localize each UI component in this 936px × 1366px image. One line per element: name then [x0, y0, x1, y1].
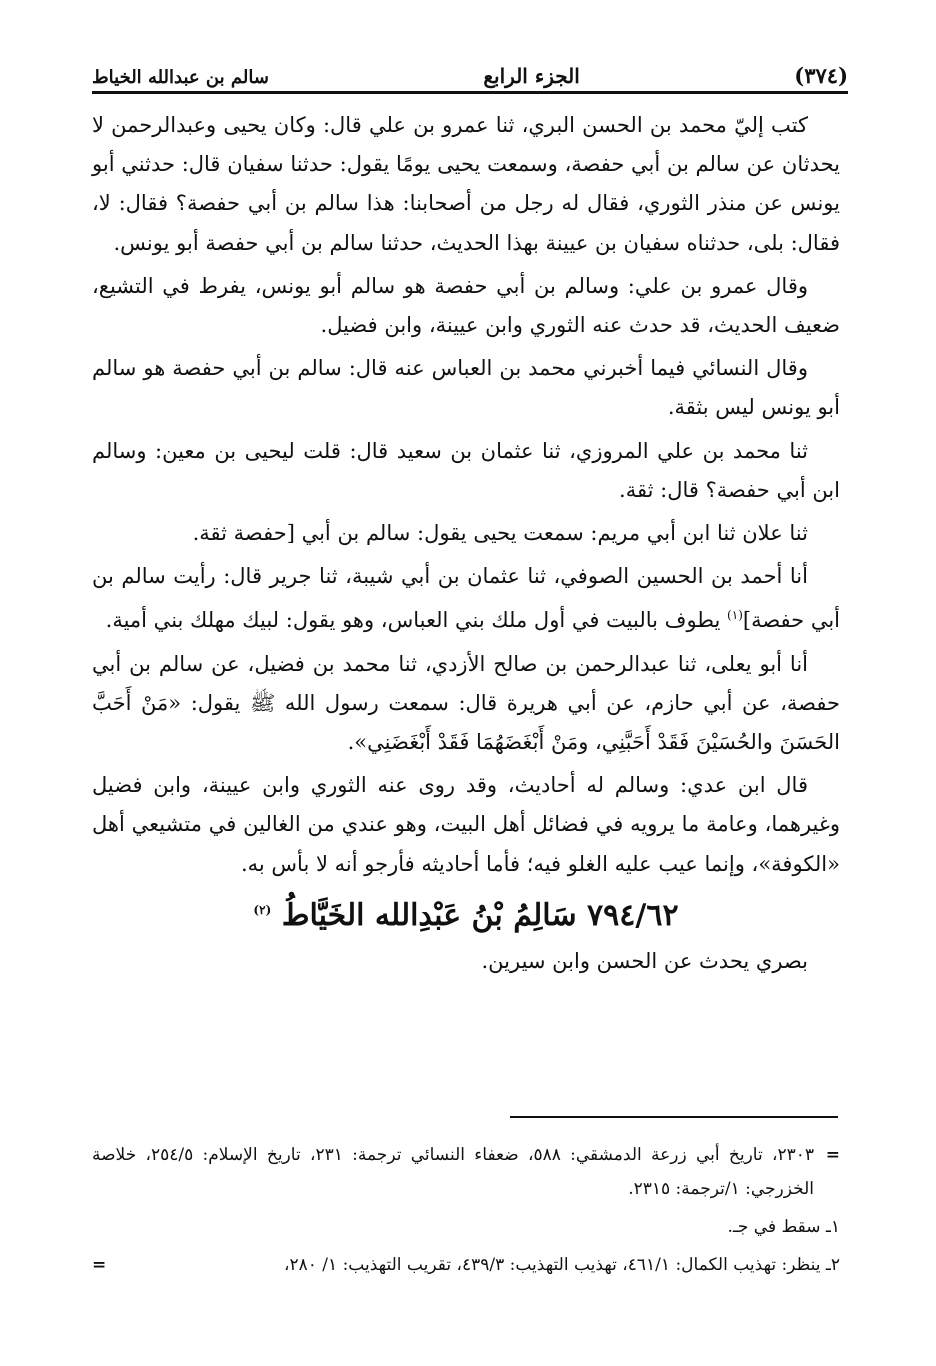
entry-heading-text: ٧٩٤/٦٢ سَالِمُ بْنُ عَبْدِالله الخَيَّاطُ	[281, 897, 679, 933]
paragraph: قال ابن عدي: وسالم له أحاديث، وقد روى عنه الثوري وابن عيينة، وابن فضيل وغيرهما، وعامة ما يرويه في فضائل أهل البيت، وهو عندي من الغالين في متشيعي أهل «الكوفة»، وإنما عيب عليه الغلو فيه؛ فأما أحاديثه فأرجو أنه لا بأس به.	[92, 773, 840, 876]
main-text	[92, 106, 840, 985]
header-rule	[92, 91, 848, 94]
footnote	[92, 1248, 840, 1282]
paragraph	[92, 557, 840, 640]
continuation-mark: =	[92, 1255, 107, 1275]
footnote-continued	[92, 1138, 840, 1206]
paragraph: بصري يحدث عن الحسن وابن سيرين.	[481, 948, 808, 973]
continuation-mark: =	[825, 1145, 840, 1165]
paragraph: ثنا علان ثنا ابن أبي مريم: سمعت يحيى يقول: سالم بن أبي [حفصة ثقة.	[192, 521, 808, 546]
footnote-reference: (٢)	[253, 902, 272, 917]
paragraph: وقال النسائي فيما أخبرني محمد بن العباس عنه قال: سالم بن أبي حفصة هو سالم أبو يونس ليس بثقة.	[92, 356, 840, 420]
footnote-text: ٢٣٠٣، تاريخ أبي زرعة الدمشقي: ٥٨٨، ضعفاء النسائي ترجمة: ٢٣١، تاريخ الإسلام: ٢٥٤/٥، خلاصة الخزرجي: ١/ترجمة: ٢٣١٥.	[92, 1145, 814, 1199]
paragraph-text: أنا أحمد بن الحسين الصوفي، ثنا عثمان بن أبي شيبة، ثنا جرير قال: رأيت سالم بن أبي حفصة]	[92, 564, 840, 633]
page-number: (٣٧٤)	[794, 63, 848, 88]
running-title: سالم بن عبدالله الخياط	[92, 67, 269, 88]
footnotes	[92, 1138, 840, 1286]
footnote-rule	[510, 1116, 838, 1118]
paragraph: وقال عمرو بن علي: وسالم بن أبي حفصة هو سالم أبو يونس، يفرط في التشيع، ضعيف الحديث، قد حدث عنه الثوري وابن عيينة، وابن فضيل.	[92, 273, 840, 338]
part-title: الجزء الرابع	[483, 64, 580, 88]
entry-heading	[92, 888, 840, 938]
paragraph-text: يطوف بالبيت في أول ملك بني العباس، وهو يقول: لبيك مهلك بني أمية.	[105, 608, 728, 633]
footnote: ١ـ سقط في جـ.	[727, 1217, 840, 1237]
footnote-text: ٢ـ ينظر: تهذيب الكمال: ٤٦١/١، تهذيب التهذيب: ٤٣٩/٣، تقريب التهذيب: ١/ ٢٨٠،	[283, 1255, 840, 1275]
footnote-reference: (١)	[727, 608, 743, 623]
page-header	[92, 40, 848, 88]
paragraph: أنا أبو يعلى، ثنا عبدالرحمن بن صالح الأزدي، ثنا محمد بن فضيل، عن سالم بن أبي حفصة، عن أبي حازم، عن أبي هريرة قال: سمعت رسول الله ﷺ يقول: «مَنْ أَحَبَّ الحَسَنَ والحُسَيْنَ فَقَدْ أَحَبَّنِي، ومَنْ أَبْغَضَهُمَا فَقَدْ أَبْغَضَنِي».	[92, 651, 840, 755]
paragraph: كتب إليّ محمد بن الحسن البري، ثنا عمرو بن علي قال: وكان يحيى وعبدالرحمن لا يحدثان عن سالم بن أبي حفصة، وسمعت يحيى يومًا يقول: حدثنا سفيان قال: حدثني أبو يونس عن منذر الثوري، فقال له رجل من أصحابنا: هذا سالم بن أبي حفصة؟ فقال: لا، فقال: بلى، حدثناه سفيان بن عيينة بهذا الحديث، حدثنا سالم بن أبي حفصة أبو يونس.	[92, 113, 840, 255]
paragraph: ثنا محمد بن علي المروزي، ثنا عثمان بن سعيد قال: قلت ليحيى بن معين: وسالم ابن أبي حفصة؟ قال: ثقة.	[92, 438, 840, 502]
